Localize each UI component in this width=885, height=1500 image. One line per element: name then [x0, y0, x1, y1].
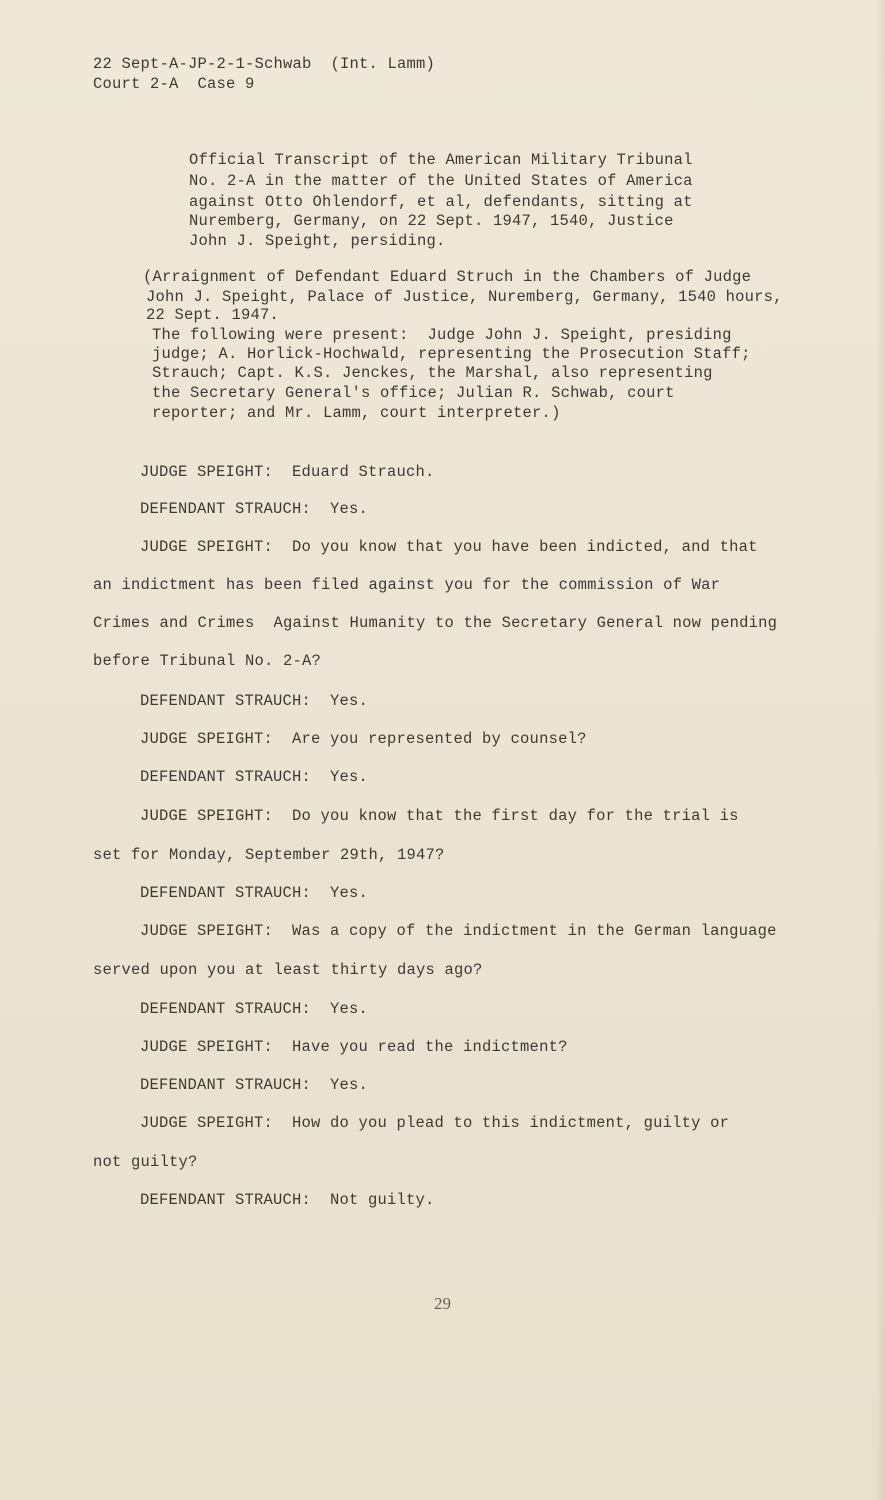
- note-line-3: 22 Sept. 1947.: [146, 306, 280, 324]
- title-line-5: John J. Speight, persiding.: [189, 232, 446, 250]
- transcript-line-6: before Tribunal No. 2-A?: [93, 652, 322, 670]
- transcript-line-16: JUDGE SPEIGHT: Have you read the indictment?: [140, 1038, 568, 1056]
- transcript-line-2: DEFENDANT STRAUCH: Yes.: [140, 500, 369, 518]
- transcript-line-4: an indictment has been filed against you for the commission of War: [93, 576, 721, 594]
- header-line-2: Court 2-A Case 9: [93, 75, 255, 93]
- note-line-1: (Arraignment of Defendant Eduard Struch in the Chambers of Judge: [143, 268, 752, 286]
- title-line-2: No. 2-A in the matter of the United States of America: [189, 172, 693, 190]
- transcript-line-15: DEFENDANT STRAUCH: Yes.: [140, 1000, 369, 1018]
- transcript-line-13: JUDGE SPEIGHT: Was a copy of the indictment in the German language: [140, 922, 777, 940]
- title-line-3: against Otto Ohlendorf, et al, defendants, sitting at: [189, 193, 693, 211]
- transcript-line-5: Crimes and Crimes Against Humanity to the Secretary General now pending: [93, 614, 778, 632]
- header-line-1: 22 Sept-A-JP-2-1-Schwab (Int. Lamm): [93, 55, 436, 73]
- transcript-line-10: JUDGE SPEIGHT: Do you know that the first day for the trial is: [140, 807, 739, 825]
- transcript-line-12: DEFENDANT STRAUCH: Yes.: [140, 884, 369, 902]
- page-number: 29: [434, 1294, 451, 1313]
- transcript-line-18: JUDGE SPEIGHT: How do you plead to this indictment, guilty or: [140, 1114, 730, 1132]
- transcript-line-11: set for Monday, September 29th, 1947?: [93, 846, 445, 864]
- note-line-8: reporter; and Mr. Lamm, court interpreter.): [152, 404, 561, 422]
- note-line-4: The following were present: Judge John J. Speight, presiding: [152, 326, 732, 344]
- transcript-line-17: DEFENDANT STRAUCH: Yes.: [140, 1076, 369, 1094]
- transcript-line-3: JUDGE SPEIGHT: Do you know that you have been indicted, and that: [140, 538, 758, 556]
- title-line-1: Official Transcript of the American Military Tribunal: [189, 151, 693, 169]
- note-line-6: Strauch; Capt. K.S. Jenckes, the Marshal, also representing: [152, 364, 713, 382]
- title-line-4: Nuremberg, Germany, on 22 Sept. 1947, 1540, Justice: [189, 212, 674, 230]
- note-line-5: judge; A. Horlick-Hochwald, representing the Prosecution Staff;: [152, 345, 751, 363]
- transcript-line-20: DEFENDANT STRAUCH: Not guilty.: [140, 1191, 435, 1209]
- note-line-2: John J. Speight, Palace of Justice, Nuremberg, Germany, 1540 hours,: [146, 288, 783, 306]
- transcript-line-9: DEFENDANT STRAUCH: Yes.: [140, 768, 369, 786]
- transcript-line-19: not guilty?: [93, 1153, 198, 1171]
- page-edge-shadow: [875, 0, 885, 1500]
- transcript-line-7: DEFENDANT STRAUCH: Yes.: [140, 692, 369, 710]
- note-line-7: the Secretary General's office; Julian R. Schwab, court: [152, 384, 675, 402]
- transcript-line-1: JUDGE SPEIGHT: Eduard Strauch.: [140, 463, 435, 481]
- transcript-line-8: JUDGE SPEIGHT: Are you represented by counsel?: [140, 730, 587, 748]
- transcript-line-14: served upon you at least thirty days ago?: [93, 961, 483, 979]
